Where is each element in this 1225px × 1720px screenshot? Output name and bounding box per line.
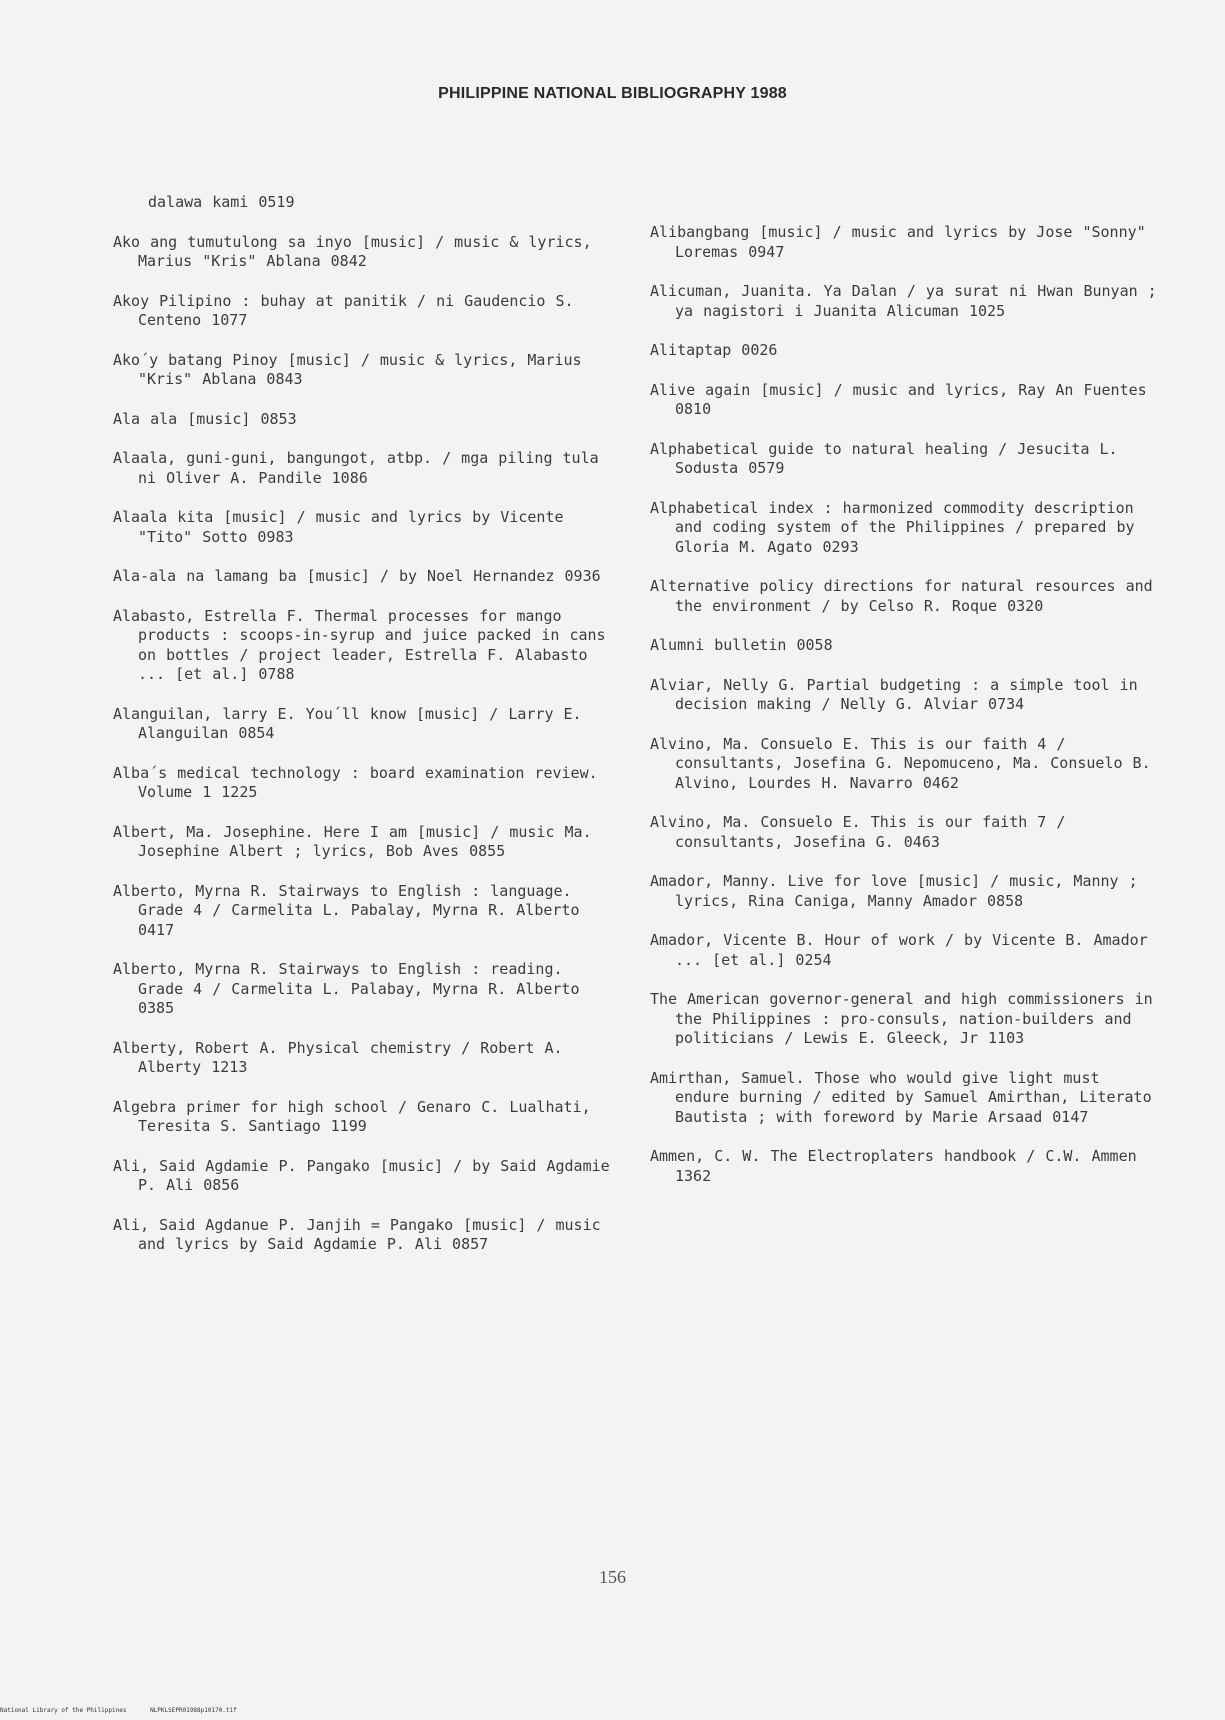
bibliography-entry: Alanguilan, larry E. You´ll know [music] / Larry E. Alanguilan 0854 (113, 704, 582, 742)
bibliography-entry: Ali, Said Agdamie P. Pangako [music] / by Said Agdamie P. Ali 0856 (113, 1156, 610, 1194)
right-column (650, 223, 1160, 1206)
bibliography-entry: Ala-ala na lamang ba [music] / by Noel Hernandez 0936 (113, 567, 601, 585)
bibliography-entry: Alvino, Ma. Consuelo E. This is our faith 7 / consultants, Josefina G. 0463 (650, 813, 1066, 851)
page-number: 156 (599, 1567, 626, 1587)
bibliography-entry: Alibangbang [music] / music and lyrics by Jose "Sonny" Loremas 0947 (650, 223, 1146, 261)
bibliography-entry: Alberto, Myrna R. Stairways to English : language. Grade 4 / Carmelita L. Pabalay, Myrna R. Alberto 0417 (113, 881, 580, 939)
bibliography-entry: Alberty, Robert A. Physical chemistry / Robert A. Alberty 1213 (113, 1038, 563, 1076)
footer-file: NLPKLSEPR01988p10170.tif (150, 1707, 237, 1714)
bibliography-entry: Ammen, C. W. The Electroplaters handbook / C.W. Ammen 1362 (650, 1147, 1137, 1185)
bibliography-entry: Ali, Said Agdanue P. Janjih = Pangako [music] / music and lyrics by Said Agdamie P. Ali 0857 (113, 1215, 601, 1253)
bibliography-entry: Alicuman, Juanita. Ya Dalan / ya surat ni Hwan Bunyan ; ya nagistori i Juanita Alicuman 1025 (650, 282, 1157, 320)
bibliography-entry: Alabasto, Estrella F. Thermal processes for mango products : scoops-in-syrup and juice packed in cans on bottles / project leader, Estrella F. Alabasto ... [et al.] 0788 (113, 606, 606, 683)
bibliography-entry: Ako ang tumutulong sa inyo [music] / music & lyrics, Marius "Kris" Ablana 0842 (113, 232, 592, 270)
bibliography-entry: Ako´y batang Pinoy [music] / music & lyrics, Marius "Kris" Ablana 0843 (113, 350, 582, 388)
bibliography-entry: Alive again [music] / music and lyrics, Ray An Fuentes 0810 (650, 380, 1147, 418)
bibliography-entry: Amador, Manny. Live for love [music] / music, Manny ; lyrics, Rina Caniga, Manny Amador 0858 (650, 872, 1138, 910)
bibliography-entry: Amirthan, Samuel. Those who would give light must endure burning / edited by Samuel Amirthan, Literato Bautista ; with foreword by Marie Arsaad 0147 (650, 1068, 1152, 1126)
bibliography-entry: Albert, Ma. Josephine. Here I am [music] / music Ma. Josephine Albert ; lyrics, Bob Aves 0855 (113, 822, 592, 860)
bibliography-entry: Alumni bulletin 0058 (650, 636, 833, 654)
bibliography-entry: The American governor-general and high commissioners in the Philippines : pro-consuls, nation-builders and politicians / Lewis E. Gleeck, Jr 1103 (650, 990, 1153, 1047)
bibliography-entry: Alaala kita [music] / music and lyrics by Vicente "Tito" Sotto 0983 (113, 508, 564, 546)
bibliography-entry: Alberto, Myrna R. Stairways to English : reading. Grade 4 / Carmelita L. Palabay, Myrna R. Alberto 0385 (113, 960, 580, 1017)
footer-source: National Library of the Philippines (0, 1707, 127, 1714)
bibliography-entry: Alba´s medical technology : board examination review. Volume 1 1225 (113, 763, 598, 801)
bibliography-entry: Ala ala [music] 0853 (113, 409, 297, 428)
continuation-entry: dalawa kami 0519 (148, 193, 295, 211)
bibliography-entry: Alphabetical guide to natural healing / Jesucita L. Sodusta 0579 (650, 439, 1118, 477)
bibliography-entry: Amador, Vicente B. Hour of work / by Vicente B. Amador ... [et al.] 0254 (650, 931, 1148, 969)
bibliography-entry: Alitaptap 0026 (650, 341, 778, 359)
bibliography-entry: Alviar, Nelly G. Partial budgeting : a simple tool in decision making / Nelly G. Alviar 0734 (650, 675, 1138, 713)
bibliography-entry: Algebra primer for high school / Genaro C. Lualhati, Teresita S. Santiago 1199 (113, 1097, 591, 1135)
page-title: PHILIPPINE NATIONAL BIBLIOGRAPHY 1988 (438, 85, 787, 102)
left-column (113, 193, 613, 1275)
bibliography-entry: Alternative policy directions for natural resources and the environment / by Celso R. Roque 0320 (650, 577, 1153, 615)
scan-footer (0, 1707, 237, 1714)
bibliography-entry: Alphabetical index : harmonized commodity description and coding system of the Philippines / prepared by Gloria M. Agato 0293 (650, 498, 1135, 556)
bibliography-entry: Alvino, Ma. Consuelo E. This is our faith 4 / consultants, Josefina G. Nepomuceno, Ma. Consuelo B. Alvino, Lourdes H. Navarro 0462 (650, 734, 1151, 792)
bibliography-entry: Alaala, guni-guni, bangungot, atbp. / mga piling tula ni Oliver A. Pandile 1086 (113, 449, 599, 487)
bibliography-entry: Akoy Pilipino : buhay at panitik / ni Gaudencio S. Centeno 1077 (113, 291, 574, 329)
